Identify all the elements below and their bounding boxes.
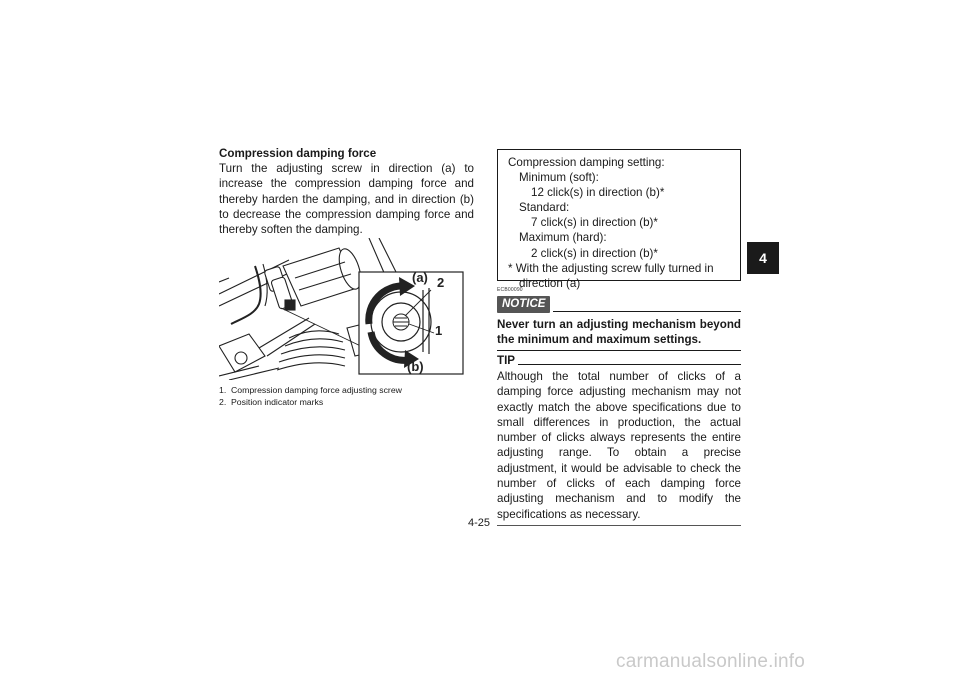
watermark: carmanualsonline.info — [616, 651, 806, 672]
notice-label: NOTICE — [497, 296, 550, 313]
section-body: Turn the adjusting screw in direction (a) to increase the compression damping force and thereby harden the damping, and in direction (b) to decrease the compression damping force and thereby soften the damping. — [219, 162, 474, 237]
caption-text: Position indicator marks — [231, 397, 324, 407]
caption-item — [219, 396, 479, 408]
tip-header — [497, 354, 741, 367]
left-column — [219, 146, 474, 237]
notice-text: Never turn an adjusting mechanism beyond the minimum and maximum settings. — [497, 317, 741, 351]
tip-text: Although the total number of clicks of a damping force adjusting mechanism may not exactly match the above specifications due to small differences in production, the actual number of clicks always represents the entire adjusting range. To obtain a precise adjustment, it would be advisable to check the number of clicks of each damping force adjusting mechanism and to modify the specifications as necessary. — [497, 369, 741, 526]
spec-max-value: 2 click(s) in direction (b)* — [531, 246, 658, 260]
spec-std-value: 7 click(s) in direction (b)* — [531, 216, 658, 230]
callout-2: 2 — [437, 275, 445, 290]
callout-a: (a) — [412, 270, 428, 285]
spec-max-label: Maximum (hard): — [519, 231, 607, 245]
tip-rule — [518, 364, 741, 365]
callout-1: 1 — [435, 323, 443, 338]
notice-code: ECB00090 — [497, 287, 523, 293]
tip-label: TIP — [497, 354, 516, 367]
caption-number: 1. — [219, 385, 227, 395]
adjuster-illustration — [219, 238, 475, 380]
spec-title: Compression damping setting: — [508, 156, 665, 169]
figure-captions — [219, 384, 479, 408]
chapter-tab: 4 — [747, 242, 779, 274]
page-number: 4-25 — [468, 517, 491, 529]
caption-item — [219, 384, 479, 396]
caption-text: Compression damping force adjusting screw — [231, 385, 402, 395]
spec-min-value: 12 click(s) in direction (b)* — [531, 186, 665, 200]
section-heading: Compression damping force — [219, 147, 377, 160]
caption-number: 2. — [219, 397, 227, 407]
callout-b: (b) — [407, 359, 424, 374]
notice-rule — [553, 311, 741, 312]
spec-std-label: Standard: — [519, 201, 570, 215]
spec-min-label: Minimum (soft): — [519, 171, 599, 185]
shock-absorber-drawing — [219, 238, 475, 380]
spec-footnote: * With the adjusting screw fully turned in direction (a) — [508, 261, 714, 290]
notice-header — [497, 296, 741, 313]
